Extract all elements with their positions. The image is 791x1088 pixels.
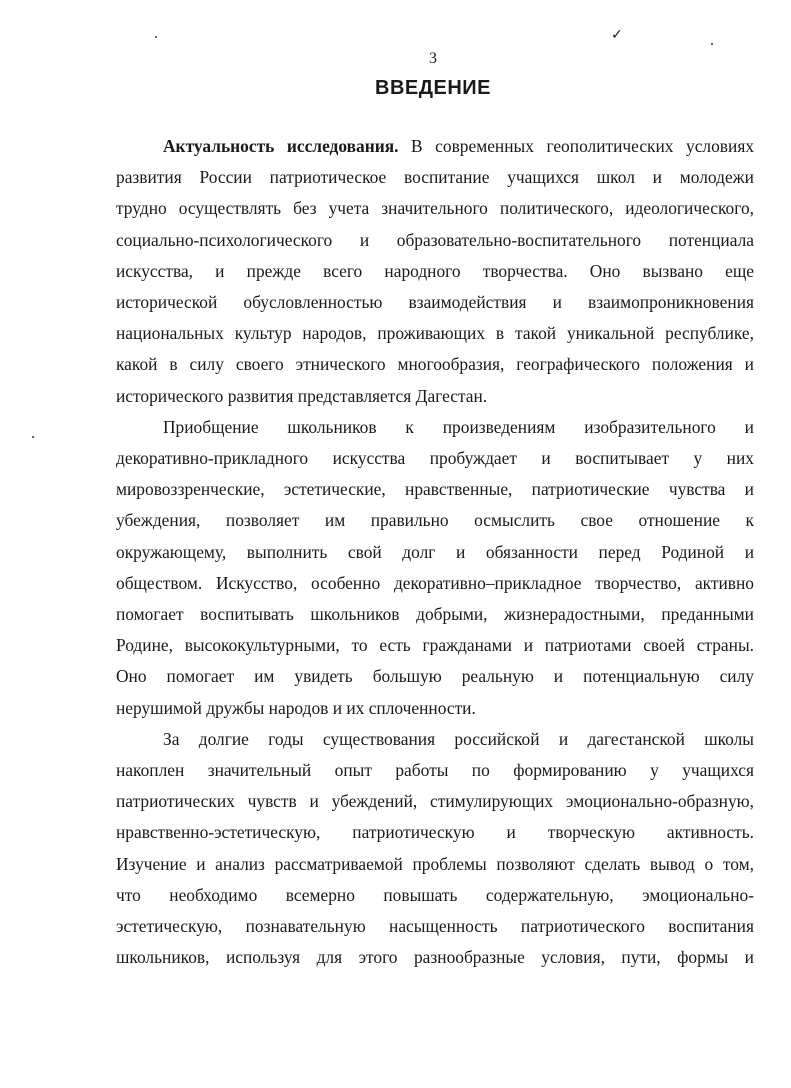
text-line: Приобщение школьников к произведениям изобразительного и [163,416,754,437]
lead-heading: Актуальность исследования. [163,136,399,156]
scan-speck [32,436,34,438]
text-line: нравственно-эстетическую, патриотическую и творческую активность. [116,822,754,843]
text-line: Актуальность исследования. В современных геополитических условиях [163,136,754,156]
paragraph [116,131,754,412]
text-line: школьников, используя для этого разнообразные условия, пути, формы и [116,947,754,968]
text-line: какой в силу своего этнического многообразия, географического положения и [116,354,754,375]
paragraph [116,724,754,974]
text-line: накоплен значительный опыт работы по формированию у учащихся [116,760,754,781]
text-line: патриотических чувств и убеждений, стимулирующих эмоционально-образную, [116,791,754,812]
text-line: трудно осуществлять без учета значительного политического, идеологического, [116,198,754,219]
text-line: окружающему, выполнить свой долг и обязанности перед Родиной и [116,541,754,562]
text-line: мировоззренческие, эстетические, нравственные, патриотические чувства и [116,479,754,500]
text-line: нерушимой дружбы народов и их сплоченности. [116,697,476,718]
page-title: ВВЕДЕНИЕ [375,77,491,99]
text-line: социально-психологического и образовательно-воспитательного потенциала [116,229,754,250]
text-line: исторической обусловленностью взаимодействия и взаимопроникновения [116,292,754,313]
check-mark: ✓ [611,28,623,43]
scan-speck [711,43,713,45]
text-line: национальных культур народов, проживающих в такой уникальной республике, [116,323,754,344]
text-line: искусства, и прежде всего народного творчества. Оно вызвано еще [116,260,754,281]
text-line: Родине, высококультурными, то есть гражданами и патриотами своей страны. [116,635,754,656]
body-text [116,131,754,973]
text-line: исторического развития представляется Дагестан. [116,385,488,406]
text-line: что необходимо всемерно повышать содержательную, эмоционально- [116,884,754,905]
text-line: развития России патриотическое воспитание учащихся школ и молодежи [116,167,754,188]
text-line: эстетическую, познавательную насыщенность патриотического воспитания [116,916,754,937]
text-line: помогает воспитывать школьников добрыми, жизнерадостными, преданными [116,604,754,625]
text-line: обществом. Искусство, особенно декоративно–прикладное творчество, активно [116,572,754,593]
text-line: декоративно-прикладного искусства пробуждает и воспитывает у них [116,448,754,469]
paragraph [116,412,754,724]
page-number: 3 [429,50,437,67]
scan-speck [155,36,157,38]
text-line: Оно помогает им увидеть большую реальную и потенциальную силу [116,666,754,687]
text-line: убеждения, позволяет им правильно осмыслить свое отношение к [116,510,754,531]
text-line: Изучение и анализ рассматриваемой проблемы позволяют сделать вывод о том, [116,853,754,874]
text-line: За долгие годы существования российской и дагестанской школы [163,728,754,749]
